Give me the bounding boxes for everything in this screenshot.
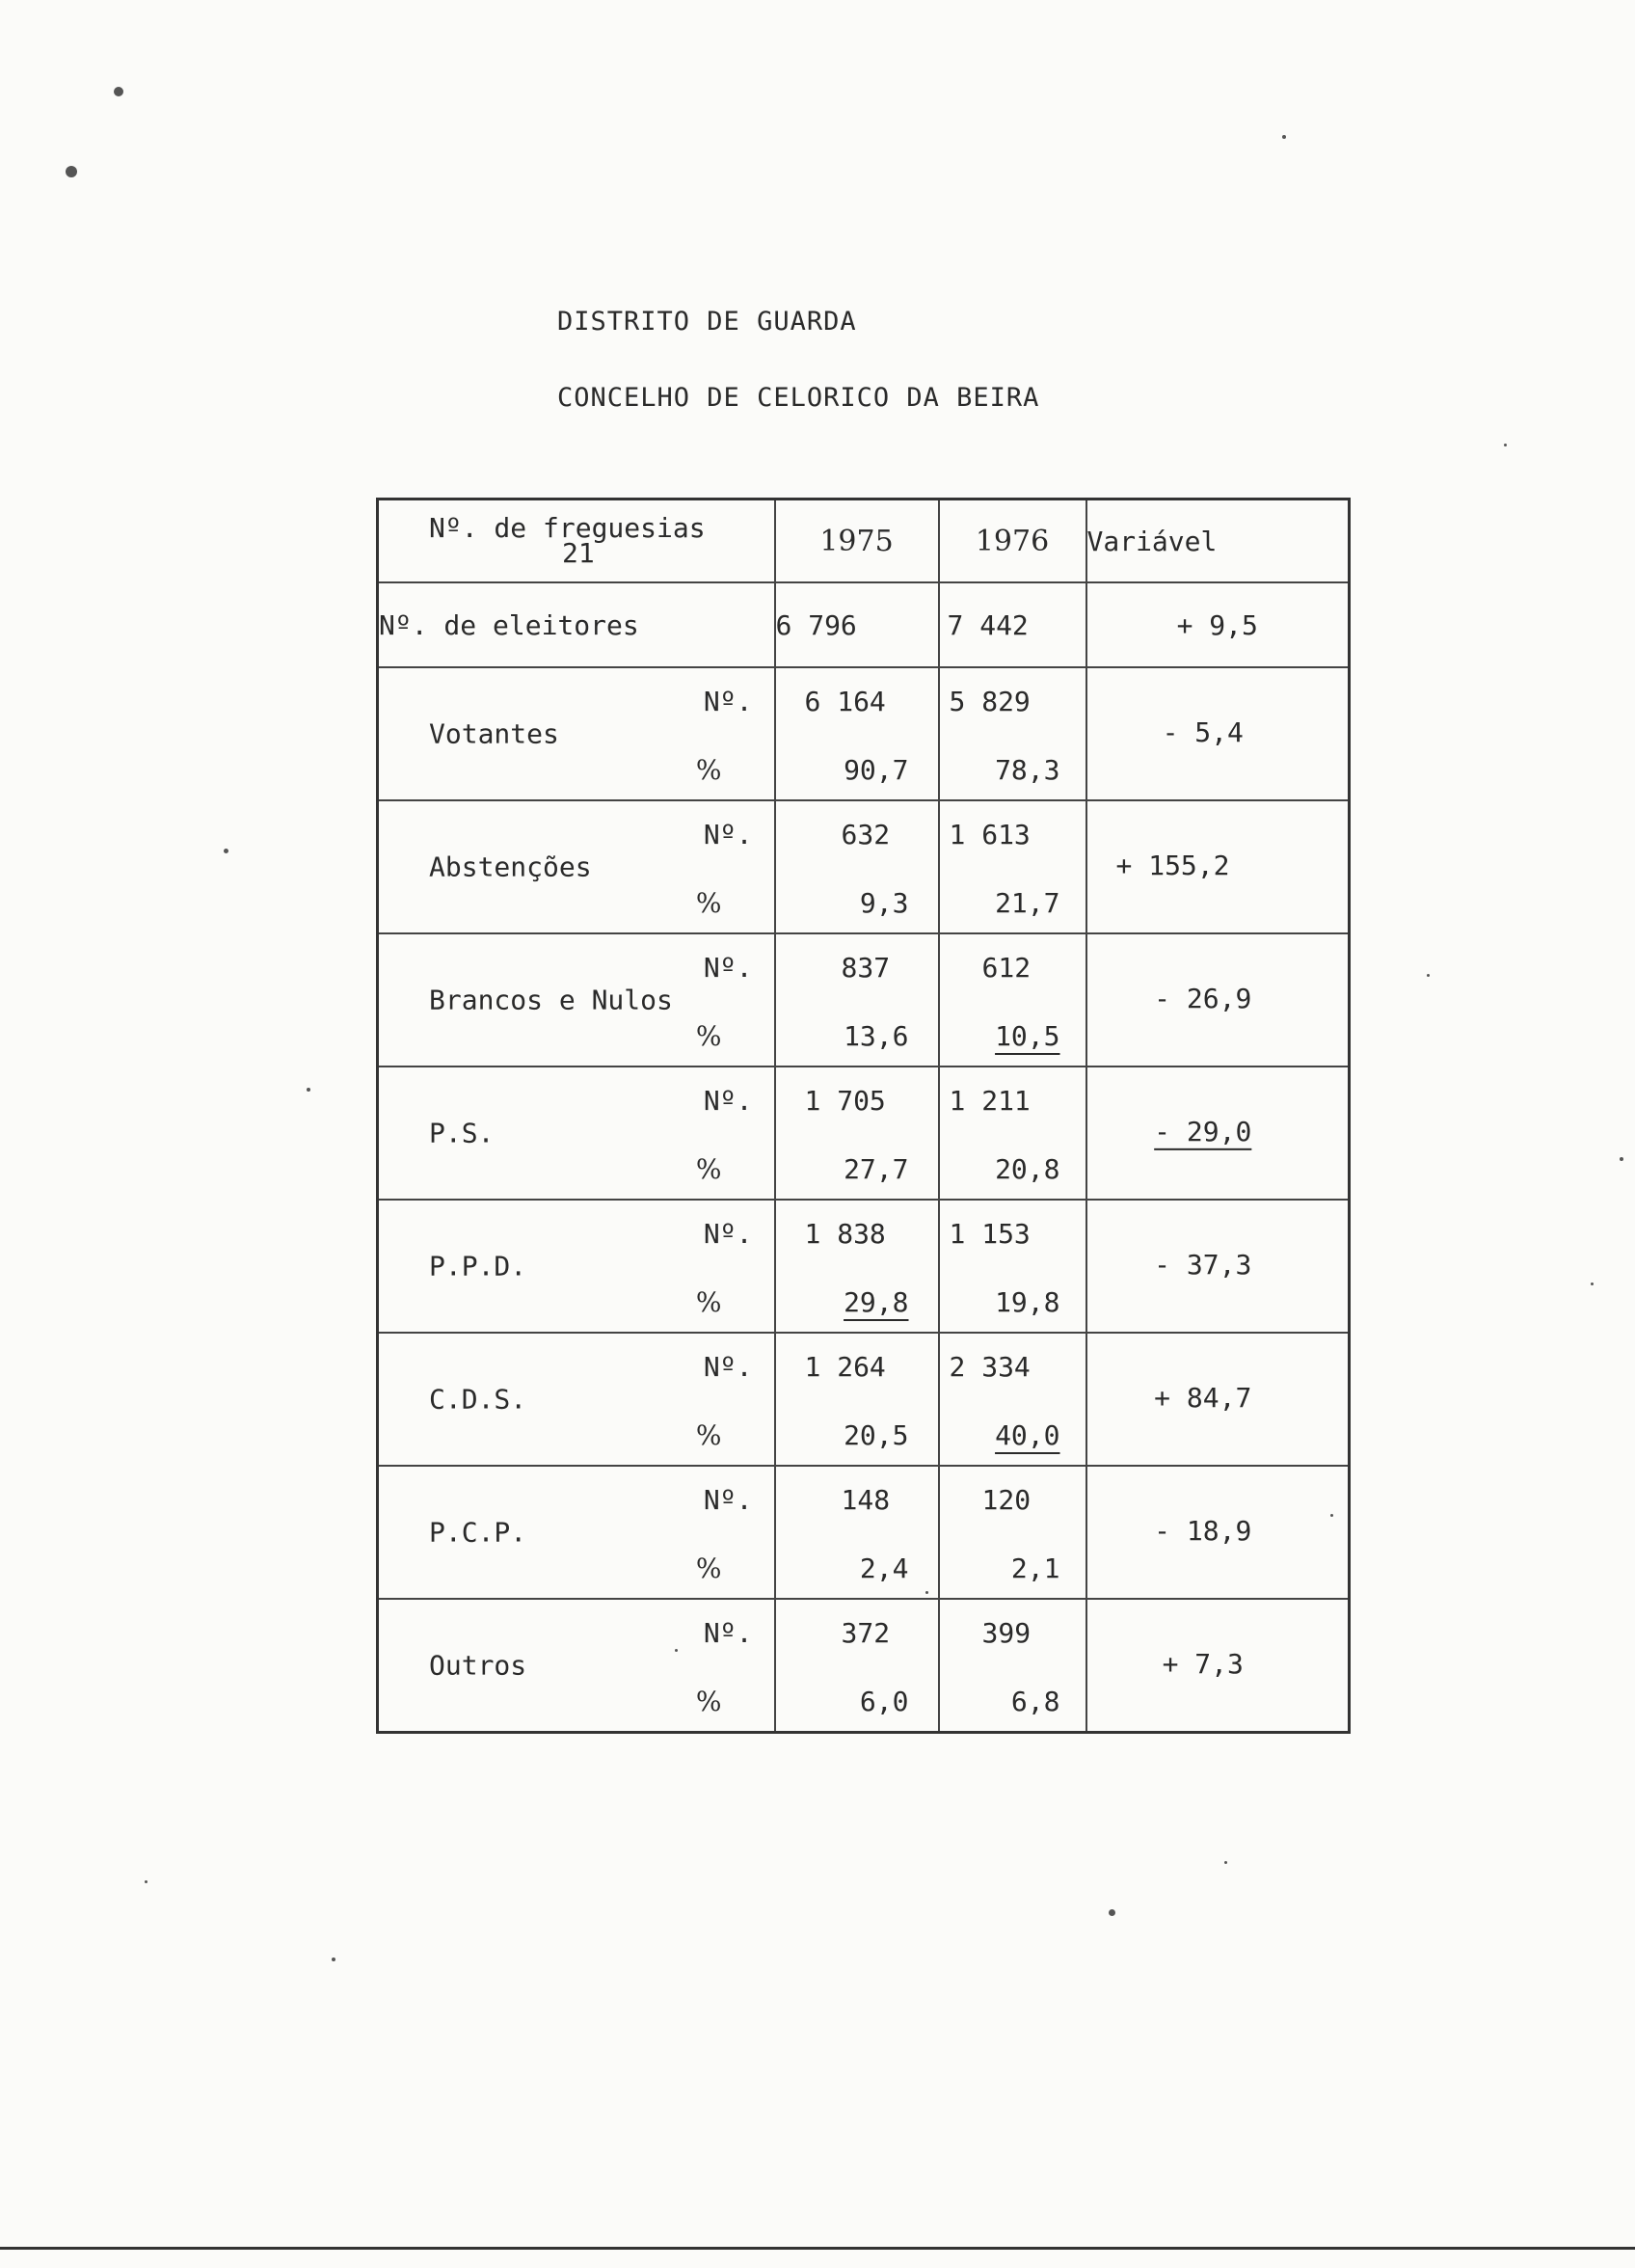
unit-number-label: Nº. xyxy=(703,1617,753,1649)
percent-1975: 90,7 xyxy=(844,754,909,786)
percent-1975: 27,7 xyxy=(844,1153,909,1185)
row-label-cell xyxy=(378,667,775,800)
variation-cell xyxy=(1086,1599,1350,1733)
row-label: Outros xyxy=(429,1649,527,1682)
variation-cell xyxy=(1086,1333,1350,1466)
unit-number-label: Nº. xyxy=(703,686,753,717)
row-label-cell xyxy=(378,800,775,933)
row-absten-es xyxy=(378,800,1350,933)
parishes-count: 21 xyxy=(562,537,595,569)
values-1976-cell xyxy=(939,1200,1086,1333)
count-1975: 6 164 xyxy=(804,686,886,717)
unit-number-label: Nº. xyxy=(703,1085,753,1117)
row-label-cell xyxy=(378,1466,775,1599)
percent-1976: 19,8 xyxy=(995,1286,1060,1318)
row-label: Abstenções xyxy=(429,850,592,883)
percent-1975: 13,6 xyxy=(844,1020,909,1052)
unit-number-label: Nº. xyxy=(703,952,753,984)
row-p-c-p xyxy=(378,1466,1350,1599)
row-label: Brancos e Nulos xyxy=(429,984,673,1016)
unit-percent-label: % xyxy=(695,754,722,786)
percent-1976: 10,5 xyxy=(995,1020,1060,1052)
values-1976-cell xyxy=(939,1066,1086,1200)
unit-percent-label: % xyxy=(695,887,722,919)
count-1976: 120 xyxy=(981,1484,1032,1516)
variation-cell xyxy=(1086,800,1350,933)
electors-1976: 7 442 xyxy=(939,582,1086,667)
row-brancos-e-nulos xyxy=(378,933,1350,1066)
electors-variation: + 9,5 xyxy=(1086,582,1350,667)
row-label: Votantes xyxy=(429,717,559,750)
results-table xyxy=(376,498,1351,1734)
header-row xyxy=(378,500,1350,583)
row-votantes xyxy=(378,667,1350,800)
variation-cell xyxy=(1086,1066,1350,1200)
variation-cell xyxy=(1086,1466,1350,1599)
count-1975: 372 xyxy=(841,1617,891,1649)
row-label-cell xyxy=(378,1066,775,1200)
results-table-container xyxy=(376,498,1351,1734)
row-label-cell xyxy=(378,1200,775,1333)
parishes-label: Nº. de freguesias xyxy=(429,512,706,544)
values-1975-cell xyxy=(775,1333,939,1466)
values-1976-cell xyxy=(939,1466,1086,1599)
percent-1976: 21,7 xyxy=(995,887,1060,919)
unit-percent-label: % xyxy=(695,1552,722,1584)
unit-percent-label: % xyxy=(695,1686,722,1717)
values-1975-cell xyxy=(775,1599,939,1733)
variation-value: - 37,3 xyxy=(1154,1248,1252,1281)
values-1975-cell xyxy=(775,1200,939,1333)
values-1975-cell xyxy=(775,1066,939,1200)
unit-percent-label: % xyxy=(695,1020,722,1052)
electors-1975: 6 796 xyxy=(775,582,939,667)
district-title: DISTRITO DE GUARDA xyxy=(557,307,857,337)
count-1975: 632 xyxy=(841,819,891,850)
year-1976-header: 1976 xyxy=(939,500,1086,583)
count-1975: 837 xyxy=(841,952,891,984)
percent-1976: 78,3 xyxy=(995,754,1060,786)
percent-1976: 2,1 xyxy=(1010,1552,1060,1584)
values-1976-cell xyxy=(939,667,1086,800)
unit-percent-label: % xyxy=(695,1286,722,1318)
percent-1975: 20,5 xyxy=(844,1419,909,1451)
count-1976: 2 334 xyxy=(949,1351,1031,1383)
count-1975: 1 705 xyxy=(804,1085,886,1117)
row-label: P.P.D. xyxy=(429,1250,527,1282)
parishes-header-cell xyxy=(378,500,775,583)
count-1976: 399 xyxy=(981,1617,1032,1649)
variation-value: + 155,2 xyxy=(1115,849,1230,881)
row-label: C.D.S. xyxy=(429,1383,527,1416)
row-label-cell xyxy=(378,1599,775,1733)
percent-1975: 6,0 xyxy=(859,1686,909,1717)
variation-value: + 7,3 xyxy=(1162,1647,1244,1680)
values-1975-cell xyxy=(775,667,939,800)
values-1975-cell xyxy=(775,1466,939,1599)
variation-cell xyxy=(1086,1200,1350,1333)
variation-cell xyxy=(1086,667,1350,800)
percent-1975: 29,8 xyxy=(844,1286,909,1318)
percent-1975: 9,3 xyxy=(859,887,909,919)
values-1975-cell xyxy=(775,933,939,1066)
variation-header: Variável xyxy=(1086,500,1350,583)
council-title: CONCELHO DE CELORICO DA BEIRA xyxy=(557,383,1040,413)
unit-number-label: Nº. xyxy=(703,1351,753,1383)
unit-percent-label: % xyxy=(695,1419,722,1451)
row-label-cell xyxy=(378,933,775,1066)
percent-1976: 20,8 xyxy=(995,1153,1060,1185)
values-1975-cell xyxy=(775,800,939,933)
year-1975-header: 1975 xyxy=(775,500,939,583)
percent-1976: 40,0 xyxy=(995,1419,1060,1451)
percent-1976: 6,8 xyxy=(1010,1686,1060,1717)
count-1975: 148 xyxy=(841,1484,891,1516)
row-p-s xyxy=(378,1066,1350,1200)
values-1976-cell xyxy=(939,933,1086,1066)
variation-value: + 84,7 xyxy=(1154,1381,1252,1414)
count-1976: 612 xyxy=(981,952,1032,984)
count-1976: 1 153 xyxy=(949,1218,1031,1250)
values-1976-cell xyxy=(939,1599,1086,1733)
variation-cell xyxy=(1086,933,1350,1066)
percent-1975: 2,4 xyxy=(859,1552,909,1584)
variation-value: - 29,0 xyxy=(1154,1115,1252,1148)
row-label: P.S. xyxy=(429,1117,495,1149)
variation-value: - 18,9 xyxy=(1154,1514,1252,1547)
unit-number-label: Nº. xyxy=(703,1484,753,1516)
unit-number-label: Nº. xyxy=(703,1218,753,1250)
unit-percent-label: % xyxy=(695,1153,722,1185)
variation-value: - 26,9 xyxy=(1154,982,1252,1014)
count-1975: 1 838 xyxy=(804,1218,886,1250)
count-1976: 1 211 xyxy=(949,1085,1031,1117)
unit-number-label: Nº. xyxy=(703,819,753,850)
row-p-p-d xyxy=(378,1200,1350,1333)
row-label: P.C.P. xyxy=(429,1516,527,1549)
bottom-edge-rule xyxy=(0,2247,1635,2250)
values-1976-cell xyxy=(939,800,1086,933)
row-outros xyxy=(378,1599,1350,1733)
count-1975: 1 264 xyxy=(804,1351,886,1383)
values-1976-cell xyxy=(939,1333,1086,1466)
row-c-d-s xyxy=(378,1333,1350,1466)
count-1976: 1 613 xyxy=(949,819,1031,850)
electors-row xyxy=(378,582,1350,667)
electors-label: Nº. de eleitores xyxy=(378,582,775,667)
count-1976: 5 829 xyxy=(949,686,1031,717)
variation-value: - 5,4 xyxy=(1162,716,1244,748)
row-label-cell xyxy=(378,1333,775,1466)
